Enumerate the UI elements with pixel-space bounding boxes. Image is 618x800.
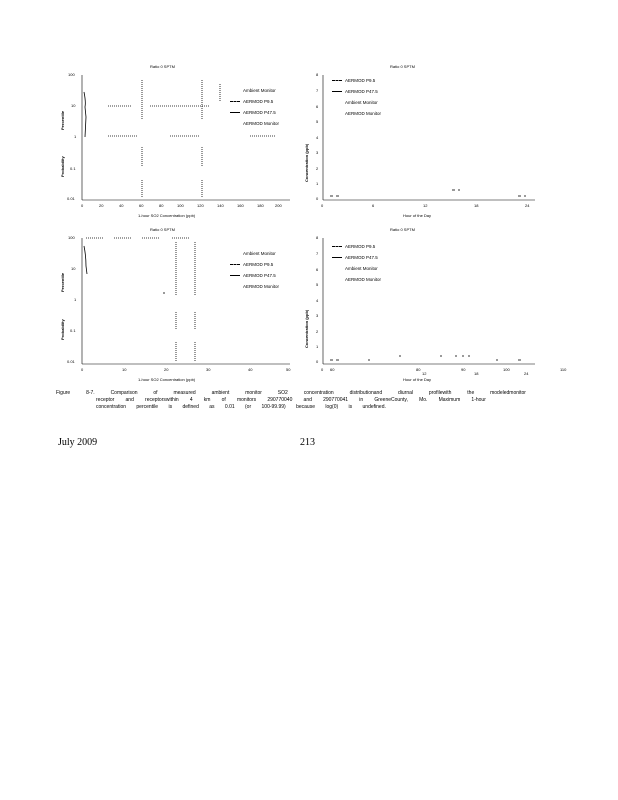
x-tick: 12 bbox=[423, 203, 428, 208]
y-axis-label: Concentration (ppb) bbox=[304, 143, 309, 182]
panel-title: Ratio 0 SPTM bbox=[390, 64, 415, 69]
y-axis-label-2: Probability bbox=[60, 319, 65, 340]
x-tick: 20 bbox=[99, 203, 104, 208]
x-tick: 180 bbox=[257, 203, 264, 208]
y-tick: 2 bbox=[316, 329, 319, 334]
y-axis-label: Concentration (ppb) bbox=[304, 309, 309, 348]
x-tick: 100 bbox=[177, 203, 184, 208]
x-tick: 200 bbox=[275, 203, 282, 208]
y-tick: 3 bbox=[316, 150, 319, 155]
legend-entry: AERMOD P47.5 bbox=[230, 110, 276, 115]
x-tick: 0 bbox=[321, 203, 324, 208]
y-axis-label: Percentile bbox=[60, 110, 65, 130]
x-tick: 0 bbox=[321, 367, 324, 372]
x-tick: 90 bbox=[461, 367, 466, 372]
y-tick: 1 bbox=[74, 134, 77, 139]
x-tick: 0 bbox=[81, 367, 84, 372]
x-tick: 140 bbox=[217, 203, 224, 208]
y-axis-label: Percentile bbox=[60, 272, 65, 292]
legend-entry: AERMOD Monitor bbox=[243, 121, 280, 126]
x-tick: 18 bbox=[474, 371, 479, 376]
y-tick: 0.1 bbox=[70, 166, 76, 171]
x-axis-label: Hour of the Day bbox=[403, 213, 432, 218]
x-tick: 100 bbox=[503, 367, 510, 372]
x-tick: 120 bbox=[197, 203, 204, 208]
legend-entry: Ambient Monitor bbox=[345, 100, 378, 105]
y-tick: 6 bbox=[316, 104, 319, 109]
legend-entry: AERMOD Monitor bbox=[345, 277, 382, 282]
legend-entry: AERMOD P9.5 bbox=[230, 99, 273, 104]
legend-entry: AERMOD Monitor bbox=[243, 284, 280, 289]
y-tick: 1 bbox=[74, 297, 77, 302]
panel-title: Ratio 0 SPTM bbox=[150, 64, 175, 69]
x-tick: 80 bbox=[416, 367, 421, 372]
x-tick: 50 bbox=[286, 367, 291, 372]
y-tick: 0 bbox=[316, 196, 319, 201]
x-tick: 60 bbox=[139, 203, 144, 208]
legend-entry: AERMOD P9.5 bbox=[230, 262, 273, 267]
y-tick: 8 bbox=[316, 235, 319, 240]
legend-entry: AERMOD P9.5 bbox=[332, 78, 375, 83]
y-tick: 1 bbox=[316, 344, 319, 349]
y-tick: 5 bbox=[316, 119, 319, 124]
y-tick: 10 bbox=[71, 266, 76, 271]
y-tick: 4 bbox=[316, 298, 319, 303]
x-tick: 110 bbox=[560, 367, 567, 372]
y-tick: 100 bbox=[68, 235, 75, 240]
y-tick: 0.01 bbox=[67, 359, 75, 364]
y-tick: 0.01 bbox=[67, 196, 75, 201]
x-axis-label: 1-hour SO2 Concentration (ppb) bbox=[138, 213, 196, 218]
y-tick: 1 bbox=[316, 181, 319, 186]
panel-bottom-right bbox=[300, 226, 580, 388]
x-tick: 60 bbox=[330, 367, 335, 372]
legend-entry: AERMOD Monitor bbox=[345, 111, 382, 116]
x-tick: 80 bbox=[159, 203, 164, 208]
x-tick: 24 bbox=[524, 371, 529, 376]
caption-line-2: receptor and receptorswithin 4 km of monitors 290770040 and 290770041 in GreeneCounty, Mo. Maximum 1-hour bbox=[96, 397, 486, 403]
y-tick: 7 bbox=[316, 251, 319, 256]
y-tick: 3 bbox=[316, 313, 319, 318]
legend-entry: Ambient Monitor bbox=[243, 88, 276, 93]
panel-title: Ratio 0 SPTM bbox=[150, 227, 175, 232]
x-tick: 24 bbox=[525, 203, 530, 208]
y-tick: 8 bbox=[316, 72, 319, 77]
y-tick: 6 bbox=[316, 267, 319, 272]
x-tick: 40 bbox=[248, 367, 253, 372]
y-tick: 100 bbox=[68, 72, 75, 77]
x-tick: 10 bbox=[122, 367, 127, 372]
y-tick: 4 bbox=[316, 135, 319, 140]
plot-area bbox=[300, 62, 550, 212]
y-tick: 10 bbox=[71, 103, 76, 108]
x-tick: 12 bbox=[422, 371, 427, 376]
plot-area bbox=[60, 226, 300, 376]
page-number: 213 bbox=[300, 437, 315, 448]
panel-top-right bbox=[300, 62, 550, 222]
x-tick: 160 bbox=[237, 203, 244, 208]
legend-entry: AERMOD P9.5 bbox=[332, 244, 375, 249]
panel-top-left bbox=[60, 62, 300, 222]
legend-entry: AERMOD P47.5 bbox=[332, 255, 378, 260]
y-tick: 5 bbox=[316, 282, 319, 287]
footer-date: July 2009 bbox=[58, 437, 98, 448]
x-tick: 6 bbox=[372, 203, 375, 208]
x-tick: 40 bbox=[119, 203, 124, 208]
x-axis-label: Hour of the Day bbox=[403, 377, 432, 382]
x-tick: 20 bbox=[164, 367, 169, 372]
legend-entry: Ambient Monitor bbox=[243, 251, 276, 256]
x-tick: 18 bbox=[474, 203, 479, 208]
plot-area bbox=[60, 62, 300, 212]
x-tick: 0 bbox=[81, 203, 84, 208]
panel-bottom-left bbox=[60, 226, 300, 388]
x-tick: 30 bbox=[206, 367, 211, 372]
y-axis-label-2: Probability bbox=[60, 156, 65, 177]
caption-line-3: concentration percentile is defined as 0.01 (or 100-99.99) because log(0) is undefined. bbox=[96, 404, 386, 410]
panel-title: Ratio 0 SPTM bbox=[390, 227, 415, 232]
x-axis-label: 1-hour SO2 Concentration (ppb) bbox=[138, 377, 196, 382]
caption-line-1: Figure 8-7. Comparison of measured ambient monitor SO2 concentration distributionand diurnal profilewith the modeledmonitor bbox=[56, 390, 526, 396]
legend-entry: AERMOD P47.5 bbox=[230, 273, 276, 278]
y-tick: 0.1 bbox=[70, 328, 76, 333]
legend-entry: Ambient Monitor bbox=[345, 266, 378, 271]
y-tick: 2 bbox=[316, 166, 319, 171]
y-tick: 0 bbox=[316, 359, 319, 364]
figure-caption bbox=[56, 390, 526, 411]
y-tick: 7 bbox=[316, 88, 319, 93]
legend-entry: AERMOD P47.5 bbox=[332, 89, 378, 94]
